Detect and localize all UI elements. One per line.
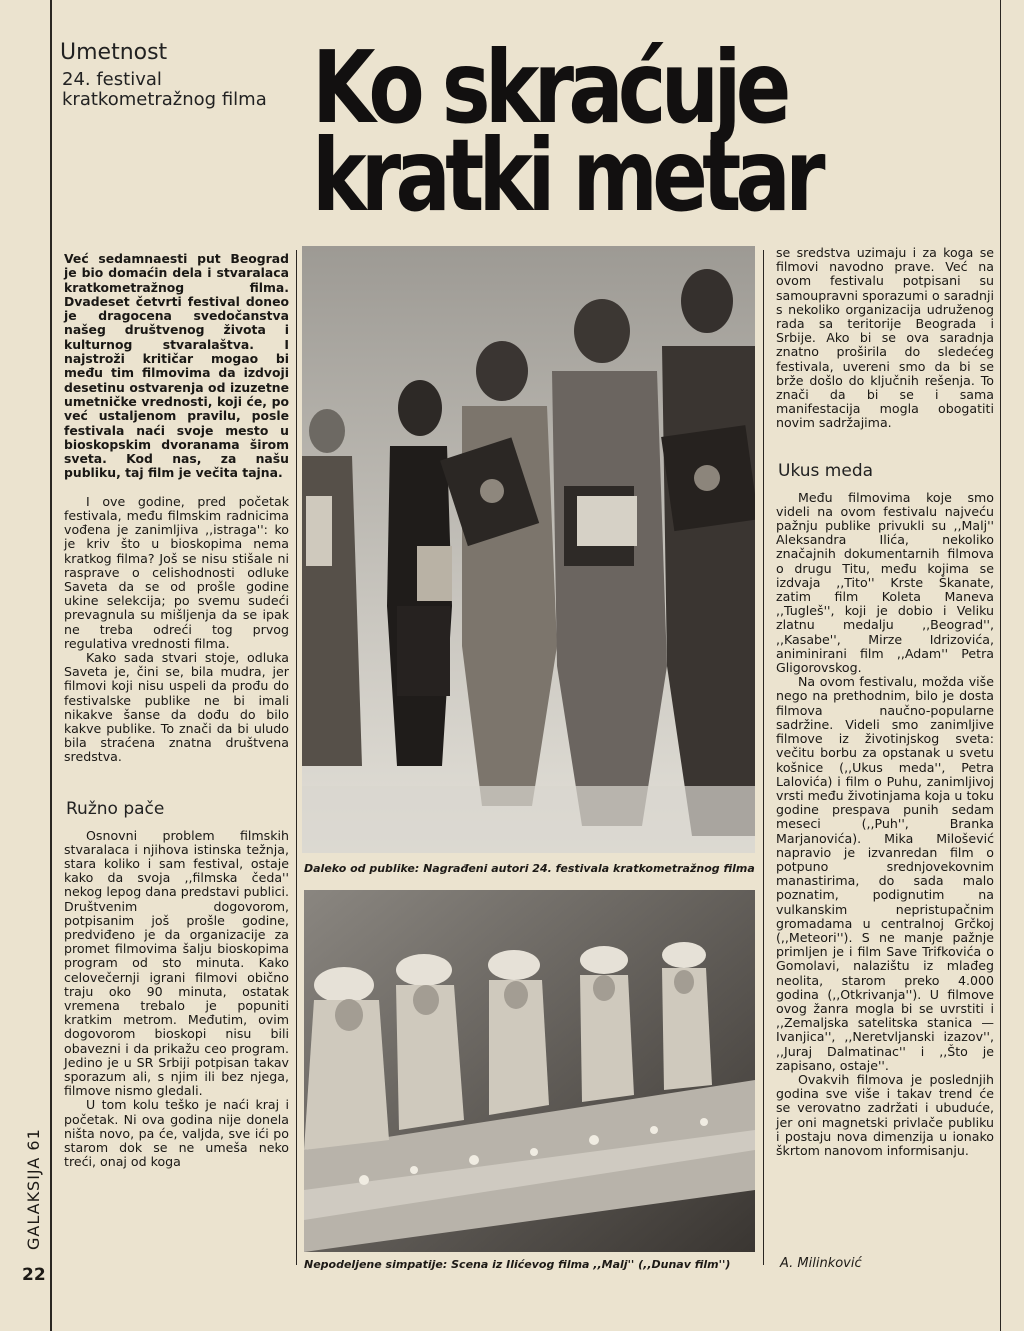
left-column-rule xyxy=(296,250,297,1265)
body-paragraph: U tom kolu teško je naći kraj i početak. Ni ova godina nije donela ništa novo, pa će, valjda, sve ići po starom dok se ne umeša neko treći, onaj od koga xyxy=(64,1097,289,1170)
festival-subline-2: kratkometražnog filma xyxy=(62,89,267,110)
body-paragraph: Među filmovima koje smo videli na ovom festivalu najveću pažnju publike privukli su ,,Malj'' Aleksandra Ilića, nekoliko značajnih dokumentarnih filmova o drugu Titu, među kojima se izdvaja ,,Tito'' Krste Škanate, zatim film Koleta Maneva ,,Tugleš'', koji je dobio i Veliku zlatnu medalju ,,Beograd'', ,,Kasabe'', Mirze Idrizovića, animinirani film ,,Adam'' Petra Gligorovskog. xyxy=(776,489,994,676)
body-paragraph: Osnovni problem filmskih stvaralaca i njihova istinska težnja, stara koliko i sam festival, ostaje kako da svoja ,,filmska čeda'' nekog lepog dana predstavi publici. Društvenim dogovorom, potpisanim još prošle godine, predviđeno je da organizacije za promet filmovima šalju bioskopima program od sto minuta. Kako celovečernji igrani filmovi obično traju oko 90 minuta, ostatak vremena trebalo je popuniti kratkim metrom. Međutim, ovim dogovorom bioskopi nisu bili obavezni i da prikažu ceo program. Jedino je u SR Srbiji potpisan takav sporazum ali, s njim ili bez njega, filmove nismo gledali. xyxy=(64,827,289,1099)
page-number: 22 xyxy=(22,1265,46,1285)
top-photo-caption: Daleko od publike: Nagrađeni autori 24. festivala kratkometražnog filma xyxy=(304,862,755,875)
body-paragraph: se sredstva uzimaju i za koga se filmovi navodno prave. Već na ovom festivalu potpisani su samoupravni sporazumi o saradnji s nekoliko organizacija udruženog rada sa teritorije Beograda i Srbije. Ako bi se ova saradnja znatno proširila do sledećeg festivala, uvereni smo da bi se brže došlo do ključnih rešenja. To znači da bi se i sama manifestacija mogla obogatiti novim sadržajima. xyxy=(776,245,994,431)
festival-subline: 24. festival xyxy=(62,69,162,90)
bottom-photo-caption: Nepodeljene simpatije: Scena iz Ilićevog filma ,,Malj'' (,,Dunav film'') xyxy=(304,1258,731,1271)
subhead-ruzno-pace: Ružno pače xyxy=(66,798,165,819)
author-signature: A. Milinković xyxy=(780,1256,862,1271)
headline-line-1: Ko skraćuje xyxy=(312,29,786,146)
right-margin-rule xyxy=(1000,0,1001,1331)
right-column-rule xyxy=(763,250,764,1265)
body-paragraph: Kako sada stvari stoje, odluka Saveta je, čini se, bila mudra, jer filmovi koji nisu uspeli da prođu do festivalske publike ne bi imali nikakve šanse da dođu do bilo kakve publike. To znači da bi uludo bila straćena znatna društvena sredstva. xyxy=(64,649,289,765)
subhead-ukus-meda: Ukus meda xyxy=(778,460,874,481)
left-column xyxy=(64,252,289,1169)
photo-film-scene xyxy=(304,890,755,1252)
body-paragraph: Na ovom festivalu, možda više nego na prethodnim, bilo je dosta filmova naučno-popularne sadržine. Videli smo zanimljive filmove iz životinjskog sveta: večitu borbu za opstanak u svetu košnice (,,Ukus meda'', Petra Lalovića) i film o Puhu, zanimljivoj vrsti među životinjama koja u toku godine prespava punih sedam meseci (,,Puh'', Branka Marjanovića). Mika Milošević napravio je izvanredan film o potpuno srednjovekovnim manastirima, do sada malo poznatim, podignutim na vulkanskim nepristupačnim gromadama u centralnoj Grčkoj (,,Meteori''). S ne manje pažnje primljen je i film Save Trifkovića o Gomolavi, nalazištu iz mlađeg neolita, starom preko 4.000 godina (,,Otkrivanja''). U filmove ovog žanra mogla bi se uvrstiti i ,,Zemaljska satelitska stanica — Ivanjica'', ,,Neretvljanski izazov'', ,,Juraj Dalmatinac'' i ,,Što je zapisano, ostaje''. xyxy=(776,674,994,1073)
magazine-name-vertical: GALAKSIJA 61 xyxy=(24,1128,43,1250)
lead-paragraph: Već sedamnaesti put Beograd je bio domaćin dela i stvaralaca kratkometražnog filma. Dvadeset četvrti festival doneo je dragocena svedočanstva našeg društvenog života i kulturnog stvaralaštva. I najstroži kritičar mogao bi među tim filmovima da izdvoji desetinu ostvarenja od izuzetne umetničke vrednosti, koji će, po već ustaljenom pravilu, posle festivala naći svoje mesto u bioskopskim dvoranama širom sveta. Kod nas, za našu publiku, taj film je večita tajna. xyxy=(64,251,289,481)
headline-line-2: kratki metar xyxy=(312,117,820,234)
left-margin-rule xyxy=(50,0,52,1331)
right-column xyxy=(776,246,994,1158)
body-paragraph: I ove godine, pred početak festivala, među filmskim radnicima vođena je zanimljiva ,,istraga'': ko je kriv što u bioskopima nema kratkog filma? Još se nisu stišale ni rasprave o celishodnosti odluke Saveta da se od prošle godine ukine selekcija; po svemu sudeći prevagnula su mišljenja da se ipak ne treba odreći tog prvog regulativa vrednosti filma. xyxy=(64,493,289,651)
photo-award-winners xyxy=(302,246,755,853)
body-paragraph: Ovakvih filmova je poslednjih godina sve više i takav trend će se verovatno zadržati i ubuduće, jer oni magnetski privlače publiku i postaju nova dimenzija u ionako škrtom nanovom informisanju. xyxy=(776,1071,994,1158)
section-label: Umetnost xyxy=(60,40,168,65)
